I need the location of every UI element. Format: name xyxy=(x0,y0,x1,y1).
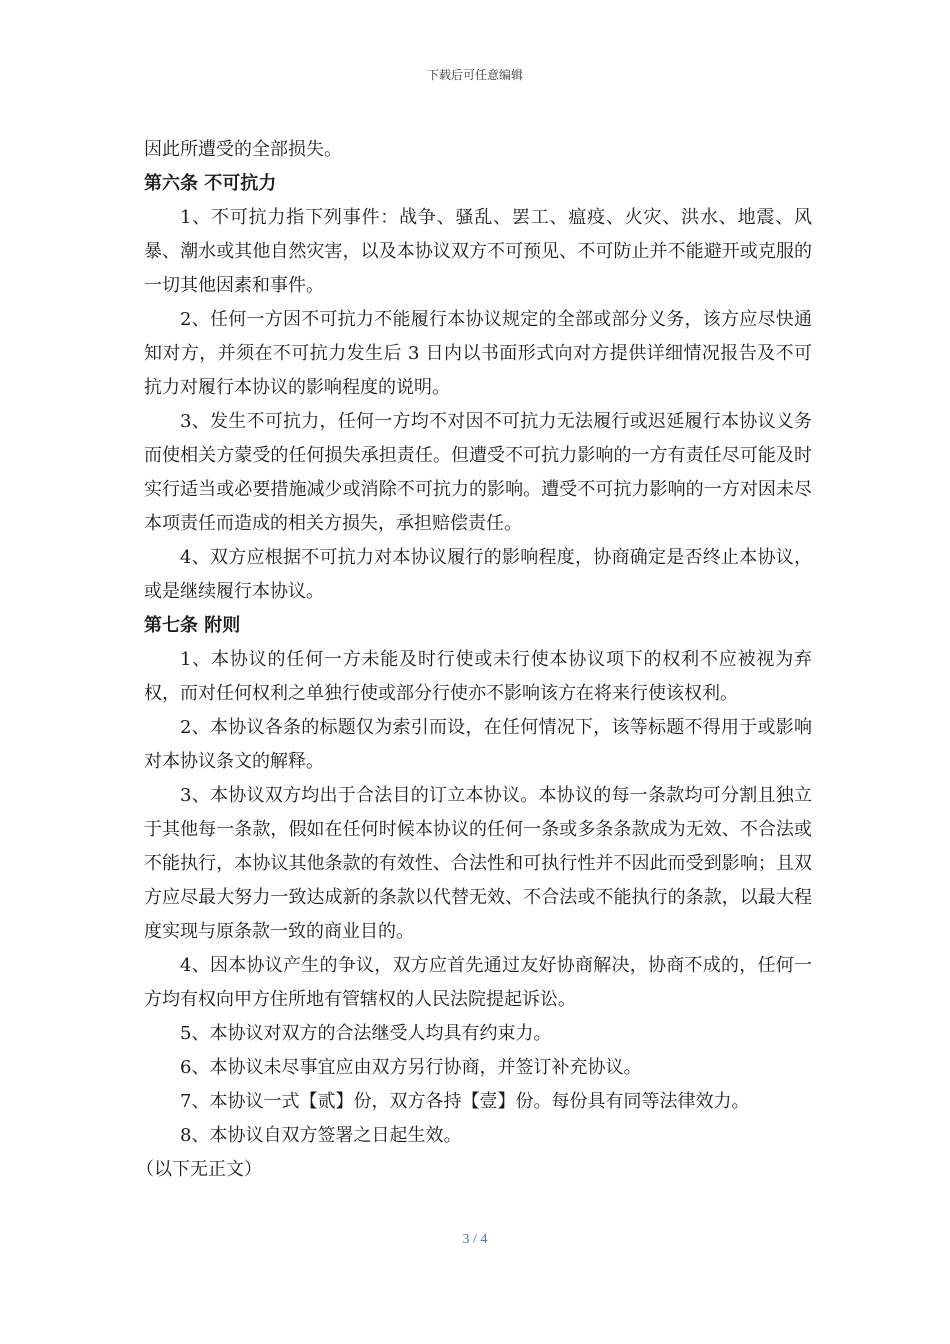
document-body xyxy=(136,133,812,1187)
article-7-heading: 第七条 附则 xyxy=(144,615,241,636)
page-header: 下载后可任意编辑 xyxy=(426,68,523,82)
article-6-clause-4: 4、双方应根据不可抗力对本协议履行的影响程度，协商确定是否终止本协议，或是继续履行本协议。 xyxy=(144,547,812,602)
end-of-text-note: （以下无正文） xyxy=(136,1159,262,1180)
article-7-clause-4: 4、因本协议产生的争议，双方应首先通过友好协商解决，协商不成的，任何一方均有权向甲方住所地有管辖权的人民法院提起诉讼。 xyxy=(144,955,812,1010)
article-7-clause-5: 5、本协议对双方的合法继受人均具有约束力。 xyxy=(180,1023,552,1044)
article-7-clause-8: 8、本协议自双方签署之日起生效。 xyxy=(180,1125,462,1146)
article-6-heading: 第六条 不可抗力 xyxy=(144,173,277,194)
article-6-clause-2: 2、任何一方因不可抗力不能履行本协议规定的全部或部分义务，该方应尽快通知对方，并须在不可抗力发生后 3 日内以书面形式向对方提供详细情况报告及不可抗力对履行本协议的影响程度的说明。 xyxy=(144,309,812,398)
article-7-clause-6: 6、本协议未尽事宜应由双方另行协商，并签订补充协议。 xyxy=(180,1057,642,1078)
article-7-clause-1: 1、本协议的任何一方未能及时行使或未行使本协议项下的权利不应被视为弃权，而对任何权利之单独行使或部分行使亦不影响该方在将来行使该权利。 xyxy=(144,649,812,704)
page-number: 3 / 4 xyxy=(462,1232,488,1247)
continuation-line: 因此所遭受的全部损失。 xyxy=(144,139,342,160)
article-7-clause-7: 7、本协议一式【贰】份，双方各持【壹】份。每份具有同等法律效力。 xyxy=(180,1091,750,1112)
article-6-clause-3: 3、发生不可抗力，任何一方均不对因不可抗力无法履行或迟延履行本协议义务而使相关方蒙受的任何损失承担责任。但遭受不可抗力影响的一方有责任尽可能及时实行适当或必要措施减少或消除不可抗力的影响。遭受不可抗力影响的一方对因未尽本项责任而造成的相关方损失，承担赔偿责任。 xyxy=(144,411,812,534)
article-6-clause-1: 1、不可抗力指下列事件：战争、骚乱、罢工、瘟疫、火灾、洪水、地震、风暴、潮水或其他自然灾害，以及本协议双方不可预见、不可防止并不能避开或克服的一切其他因素和事件。 xyxy=(144,207,812,296)
article-7-clause-3: 3、本协议双方均出于合法目的订立本协议。本协议的每一条款均可分割且独立于其他每一条款，假如在任何时候本协议的任何一条或多条条款成为无效、不合法或不能执行，本协议其他条款的有效性、合法性和可执行性并不因此而受到影响；且双方应尽最大努力一致达成新的条款以代替无效、不合法或不能执行的条款，以最大程度实现与原条款一致的商业目的。 xyxy=(144,785,812,942)
article-7-clause-2: 2、本协议各条的标题仅为索引而设，在任何情况下，该等标题不得用于或影响对本协议条文的解释。 xyxy=(144,717,812,772)
